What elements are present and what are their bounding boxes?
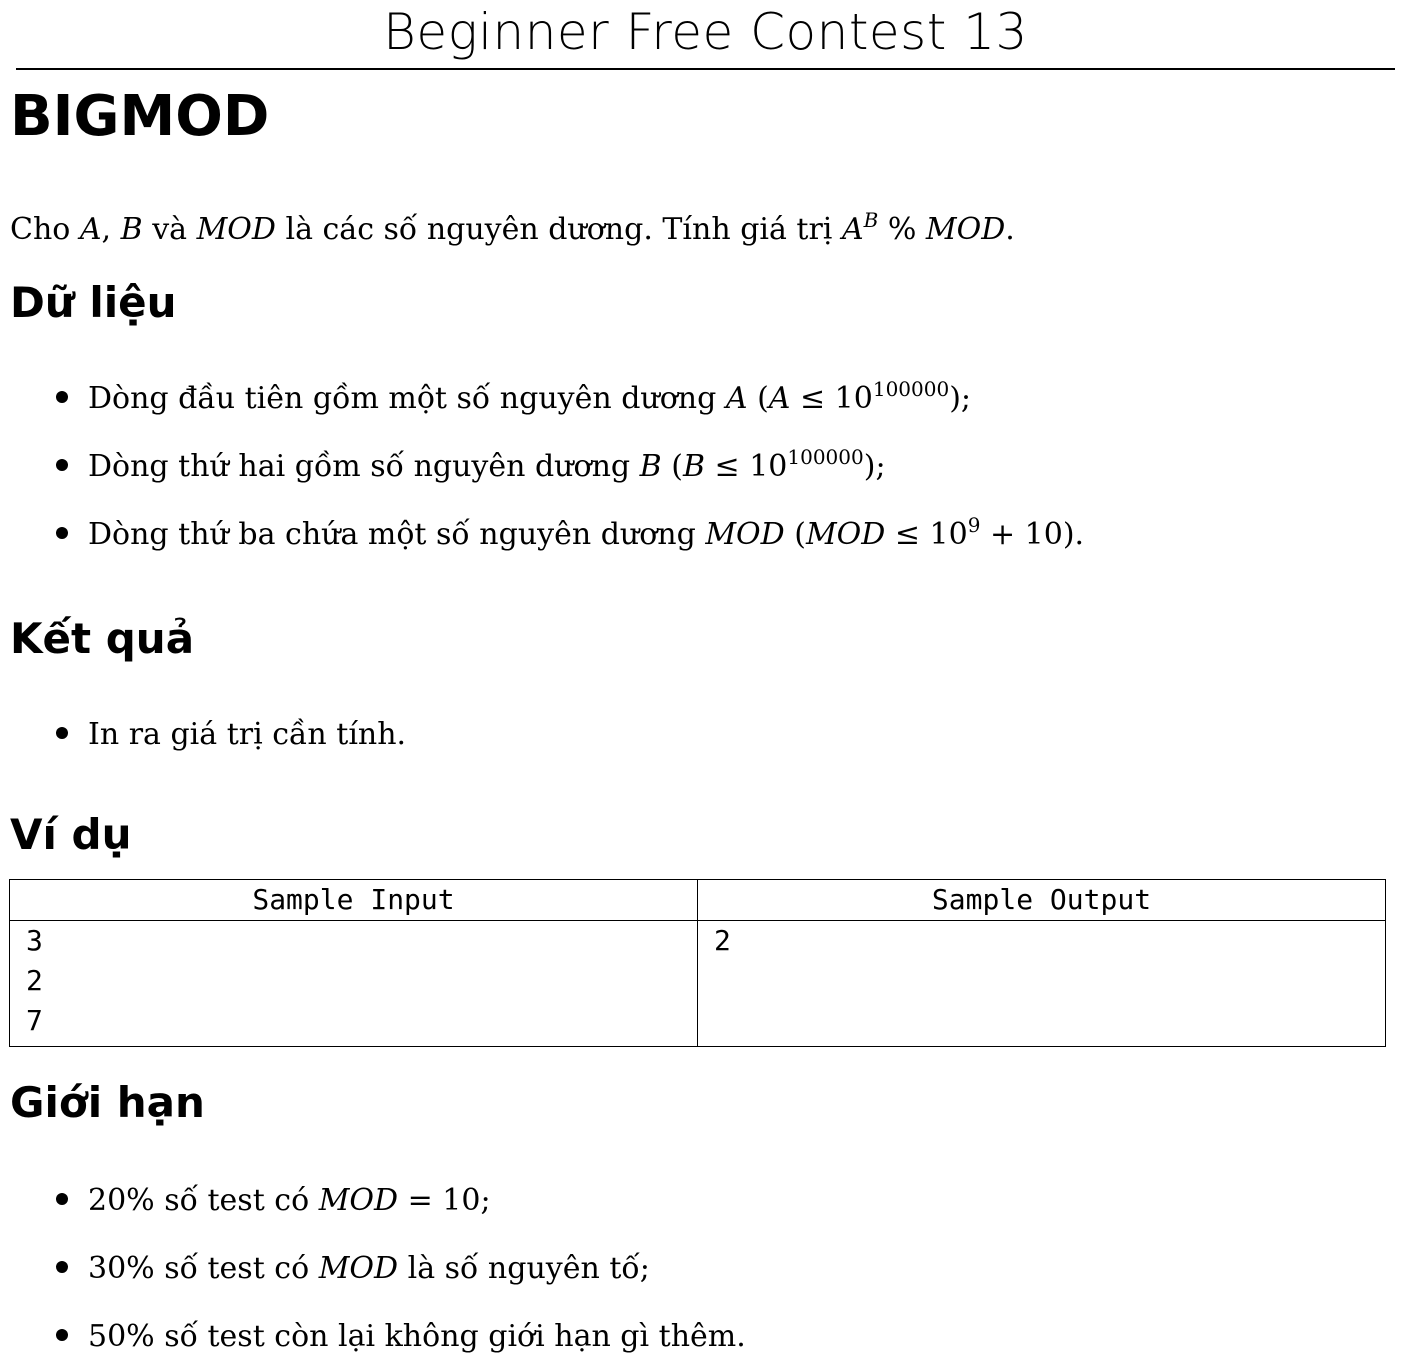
math-var: MOD — [805, 517, 886, 552]
item-text: ≤ 10 — [790, 381, 873, 416]
math-var: B — [120, 212, 143, 247]
heading-input: Dữ liệu — [10, 278, 177, 327]
item-text: = 10; — [398, 1183, 491, 1218]
bullet-icon — [56, 1261, 68, 1273]
math-var: MOD — [196, 212, 276, 247]
item-text: 30% số test có — [88, 1251, 319, 1286]
item-text: ≤ 10 — [885, 517, 968, 552]
item-text: 50% số test còn lại không giới hạn gì thêm. — [88, 1319, 746, 1354]
item-text: Dòng thứ ba chứa một số nguyên dương — [88, 517, 706, 552]
bullet-icon — [56, 391, 68, 403]
statement-text: % — [878, 212, 926, 247]
item-text: ( — [661, 449, 683, 484]
page-header — [16, 0, 1395, 70]
bullet-icon — [56, 1329, 68, 1341]
math-exponent: B — [863, 208, 879, 232]
sample-input-line: 2 — [26, 964, 43, 997]
sample-input-header: Sample Input — [10, 880, 697, 921]
item-text: ); — [949, 381, 972, 416]
list-item — [56, 1249, 650, 1289]
math-var: B — [682, 449, 705, 484]
sample-output-line: 2 — [714, 924, 731, 957]
math-var: A — [725, 381, 748, 416]
statement-text: , — [101, 212, 121, 247]
sample-input-column — [10, 880, 697, 1046]
bullet-icon — [56, 1193, 68, 1205]
bullet-icon — [56, 727, 68, 739]
problem-statement — [10, 210, 1015, 250]
list-item — [56, 1317, 746, 1357]
problem-title: BIGMOD — [10, 84, 270, 149]
heading-output: Kết quả — [10, 614, 195, 663]
list-item — [56, 715, 406, 755]
math-var: A — [79, 212, 102, 247]
item-text: Dòng thứ hai gồm số nguyên dương — [88, 449, 640, 484]
math-var: A — [841, 212, 864, 247]
list-item — [56, 515, 1084, 555]
item-text: Dòng đầu tiên gồm một số nguyên dương — [88, 381, 726, 416]
math-var: B — [639, 449, 662, 484]
statement-text: . — [1005, 212, 1015, 247]
sample-output-body — [698, 921, 1385, 961]
item-text: là số nguyên tố; — [398, 1251, 650, 1286]
sample-input-body — [10, 921, 697, 1041]
heading-example: Ví dụ — [10, 810, 132, 859]
math-exponent: 100000 — [787, 445, 864, 469]
list-item — [56, 447, 886, 487]
item-text: ( — [747, 381, 769, 416]
math-var: MOD — [318, 1183, 399, 1218]
bullet-icon — [56, 459, 68, 471]
sample-input-line: 7 — [26, 1004, 43, 1037]
item-text: ( — [784, 517, 806, 552]
list-item — [56, 1181, 491, 1221]
math-var: MOD — [318, 1251, 399, 1286]
item-text: 20% số test có — [88, 1183, 319, 1218]
bullet-icon — [56, 527, 68, 539]
math-var: MOD — [925, 212, 1006, 247]
statement-text: là các số nguyên dương. Tính giá trị — [275, 212, 842, 247]
list-item — [56, 379, 971, 419]
math-var: A — [768, 381, 791, 416]
item-text: In ra giá trị cần tính. — [88, 717, 407, 752]
item-text: + 10). — [980, 517, 1085, 552]
sample-input-line: 3 — [26, 924, 43, 957]
statement-text: Cho — [10, 212, 80, 247]
heading-limits: Giới hạn — [10, 1078, 205, 1127]
math-exponent: 100000 — [872, 377, 950, 401]
contest-title: Beginner Free Contest 13 — [383, 3, 1028, 61]
math-exponent: 9 — [967, 513, 981, 537]
sample-output-column — [697, 880, 1385, 1046]
item-text: ≤ 10 — [704, 449, 788, 484]
math-var: MOD — [705, 517, 785, 552]
sample-output-header: Sample Output — [698, 880, 1385, 921]
statement-text: và — [142, 212, 197, 247]
sample-table — [9, 879, 1386, 1047]
item-text: ); — [863, 449, 886, 484]
